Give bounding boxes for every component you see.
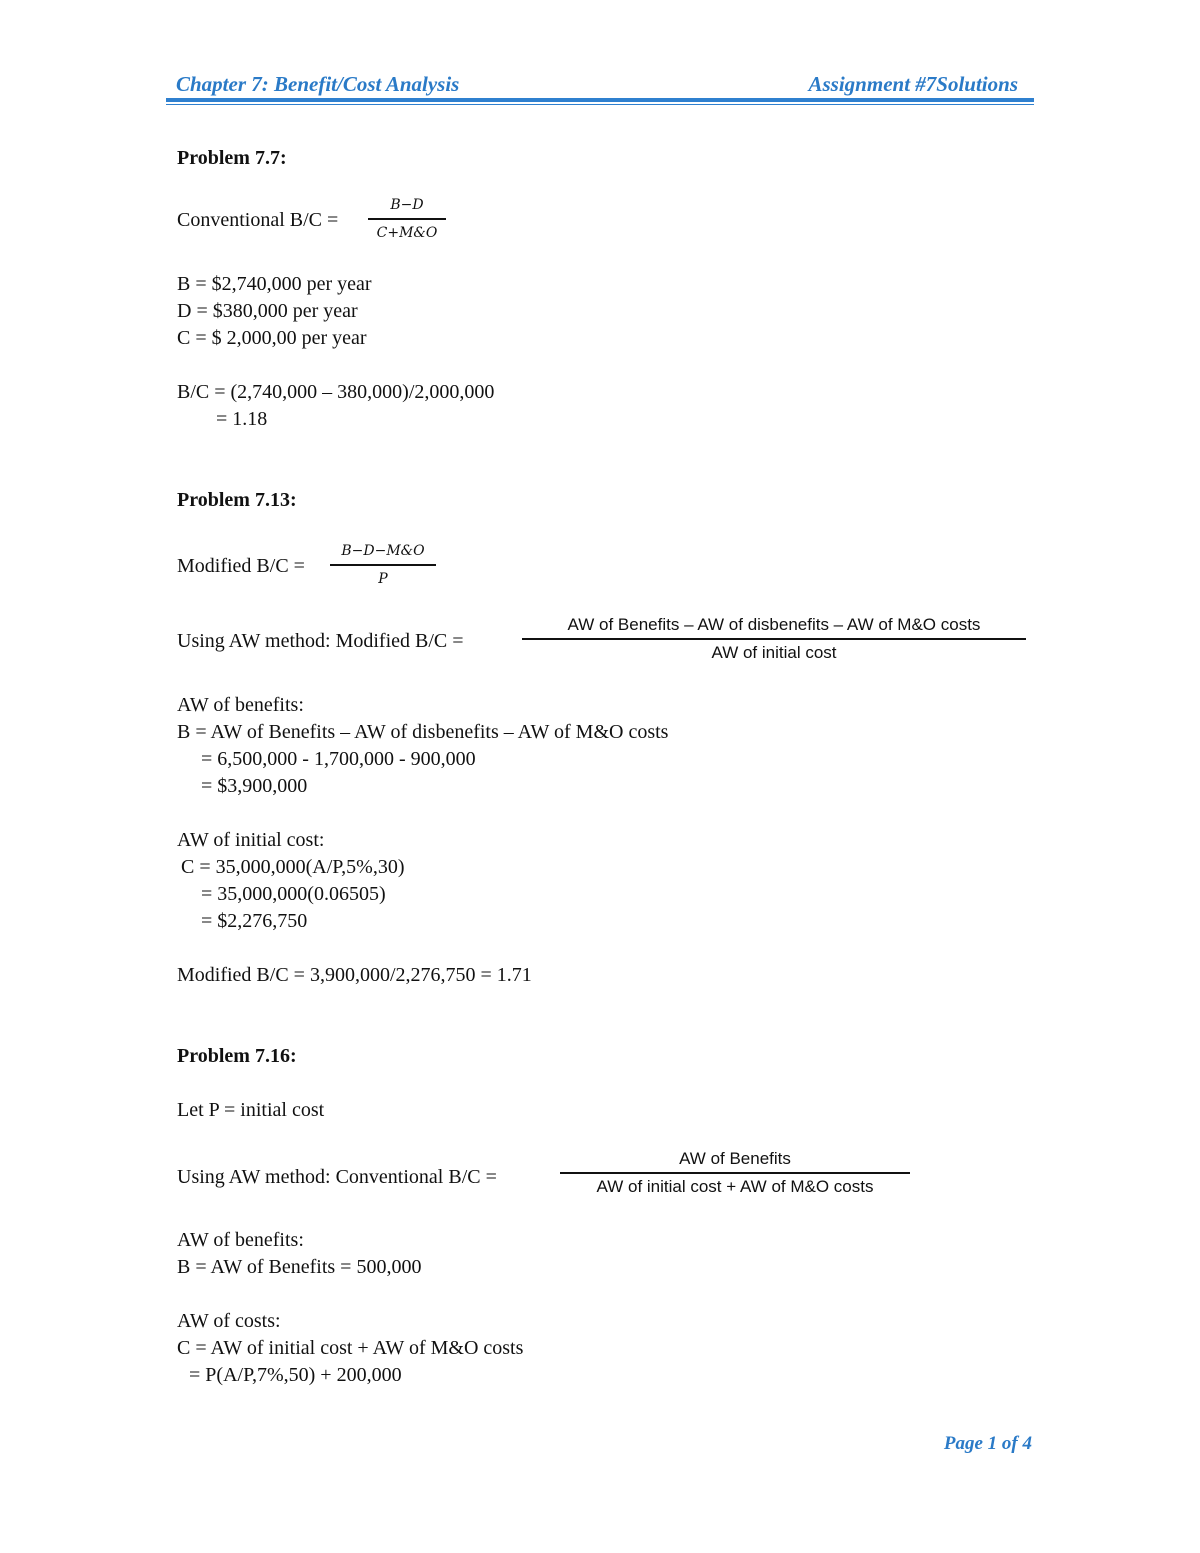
fraction-numerator: B−D — [390, 197, 424, 213]
aw-benefits-line-1: B = AW of Benefits = 500,000 — [177, 1256, 422, 1278]
fraction-denominator: P — [378, 571, 388, 587]
assignment-title: Assignment #7Solutions — [808, 72, 1018, 96]
aw-initial-cost-line-3: = $2,276,750 — [201, 910, 308, 932]
cost-value: C = $ 2,000,00 per year — [177, 327, 367, 349]
fraction-numerator: AW of Benefits – AW of disbenefits – AW of M&O costs — [567, 615, 981, 634]
problem-7-7-title: Problem 7.7: — [177, 147, 287, 169]
aw-benefits-heading: AW of benefits: — [177, 1229, 304, 1251]
aw-method-label: Using AW method: Conventional B/C = — [177, 1166, 502, 1188]
aw-initial-cost-heading: AW of initial cost: — [177, 829, 325, 851]
benefit-value: B = $2,740,000 per year — [177, 273, 372, 295]
aw-benefits-line-3: = $3,900,000 — [201, 775, 308, 797]
bc-result: = 1.18 — [216, 408, 268, 430]
aw-conventional-fraction — [560, 1148, 910, 1198]
conventional-bc-label: Conventional B/C = — [177, 209, 344, 231]
problem-7-13-title: Problem 7.13: — [177, 489, 297, 511]
aw-method-label: Using AW method: Modified B/C = — [177, 630, 469, 652]
aw-benefits-heading: AW of benefits: — [177, 694, 304, 716]
aw-costs-line-1: C = AW of initial cost + AW of M&O costs — [177, 1337, 524, 1359]
bc-calculation: B/C = (2,740,000 – 380,000)/2,000,000 — [177, 381, 495, 403]
fraction-bar — [560, 1172, 910, 1174]
chapter-title: Chapter 7: Benefit/Cost Analysis — [176, 72, 460, 96]
aw-modified-fraction — [522, 614, 1026, 664]
page-number: Page 1 of 4 — [943, 1433, 1032, 1454]
disbenefit-value: D = $380,000 per year — [177, 300, 358, 322]
problem-7-16-title: Problem 7.16: — [177, 1045, 297, 1067]
fraction-denominator: AW of initial cost — [711, 643, 837, 662]
modified-bc-fraction — [330, 540, 436, 590]
aw-initial-cost-line-1: C = 35,000,000(A/P,5%,30) — [181, 856, 405, 878]
fraction-numerator: AW of Benefits — [679, 1149, 791, 1168]
aw-costs-line-2: = P(A/P,7%,50) + 200,000 — [189, 1364, 402, 1386]
modified-bc-result: Modified B/C = 3,900,000/2,276,750 = 1.71 — [177, 964, 532, 986]
aw-costs-heading: AW of costs: — [177, 1310, 281, 1332]
modified-bc-label: Modified B/C = — [177, 555, 310, 577]
let-p-statement: Let P = initial cost — [177, 1099, 325, 1121]
fraction-numerator: B−D−M&O — [341, 543, 425, 559]
fraction-denominator: C+M&O — [376, 225, 438, 241]
aw-initial-cost-line-2: = 35,000,000(0.06505) — [201, 883, 386, 905]
fraction-bar — [368, 218, 446, 220]
fraction-bar — [522, 638, 1026, 640]
conventional-bc-fraction — [368, 194, 446, 244]
aw-benefits-line-2: = 6,500,000 - 1,700,000 - 900,000 — [201, 748, 476, 770]
fraction-bar — [330, 564, 436, 566]
aw-benefits-line-1: B = AW of Benefits – AW of disbenefits – AW of M&O costs — [177, 721, 669, 743]
fraction-denominator: AW of initial cost + AW of M&O costs — [596, 1177, 874, 1196]
